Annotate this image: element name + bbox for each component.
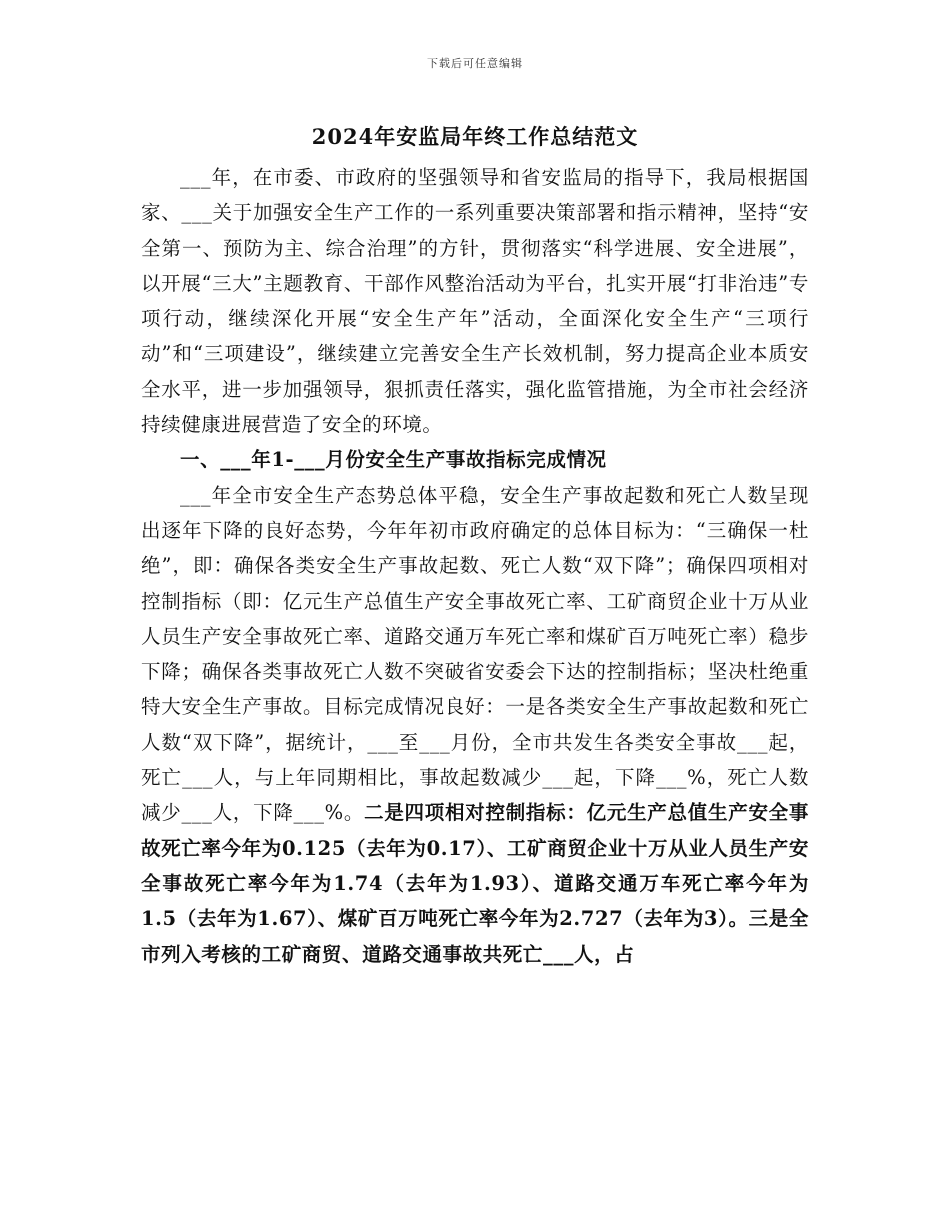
- section-heading-1: 一、___年1-___月份安全生产事故指标完成情况: [180, 448, 607, 472]
- paragraph-normal-text: ___年全市安全生产态势总体平稳，安全生产事故起数和死亡人数呈现出逐年下降的良好态势，今年年初市政府确定的总体目标为：“三确保一杜绝”，即：确保各类安全生产事故起数、死亡人数“双下降”；确保四项相对控制指标（即：亿元生产总值生产安全事故死亡率、工矿商贸企业十万从业人员生产安全事故死亡率、道路交通万车死亡率和煤矿百万吨死亡率）稳步下降；确保各类事故死亡人数不突破省安委会下达的控制指标；坚决杜绝重特大安全生产事故。目标完成情况良好：一是各类安全生产事故起数和死亡人数“双下降”，据统计，___至___月份，全市共发生各类安全事故___起，死亡___人，与上年同期相比，事故起数减少___起，下降___%，死亡人数减少___人，下降___%。: [141, 483, 809, 825]
- document-body: [141, 160, 809, 972]
- section-1-paragraph: [141, 478, 809, 972]
- intro-paragraph: ___年，在市委、市政府的坚强领导和省安监局的指导下，我局根据国家、___关于加强安全生产工作的一系列重要决策部署和指示精神，坚持“安全第一、预防为主、综合治理”的方针，贯彻落实“科学进展、安全进展”，以开展“三大”主题教育、干部作风整治活动为平台，扎实开展“打非治违”专项行动，继续深化开展“安全生产年”活动，全面深化安全生产“三项行动”和“三项建设”，继续建立完善安全生产长效机制，努力提高企业本质安全水平，进一步加强领导，狠抓责任落实，强化监管措施，为全市社会经济持续健康进展营造了安全的环境。: [141, 166, 809, 437]
- download-note: 下载后可任意编辑: [427, 57, 523, 70]
- paragraph-bold-text: 二是四项相对控制指标：亿元生产总值生产安全事故死亡率今年为0.125（去年为0.17）、工矿商贸企业十万从业人员生产安全事故死亡率今年为1.74（去年为1.93）、道路交通万车死亡率今年为1.5（去年为1.67）、煤矿百万吨死亡率今年为2.727（去年为3）。三是全市列入考核的工矿商贸、道路交通事故共死亡___人，占: [141, 801, 809, 966]
- document-title: 2024年安监局年终工作总结范文: [311, 124, 639, 149]
